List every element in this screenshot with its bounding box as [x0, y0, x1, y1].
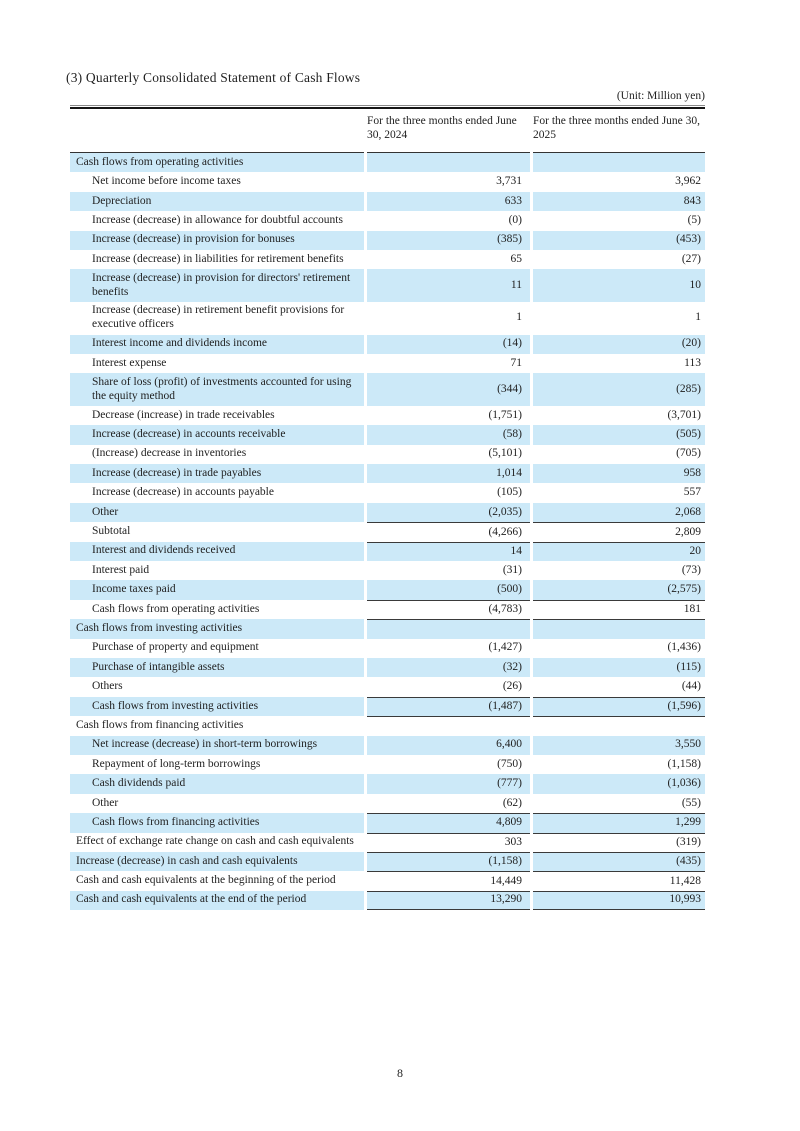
value-2025: 10,993 [533, 891, 705, 910]
value-2024: 11 [367, 269, 530, 302]
row-label: Effect of exchange rate change on cash and cash equivalents [76, 835, 354, 848]
value-2025 [533, 153, 705, 172]
value-2024: (58) [367, 425, 530, 444]
value-2025: 3,962 [675, 175, 701, 188]
value-2025: 1,299 [533, 813, 705, 832]
value-2025: 181 [533, 600, 705, 619]
value-2024: (31) [502, 563, 522, 576]
table-row [70, 619, 705, 638]
value-2025: 11,428 [533, 871, 705, 890]
page-title: (3) Quarterly Consolidated Statement of Cash Flows [66, 70, 361, 85]
column-header-2025: For the three months ended June 30, 2025 [533, 109, 705, 153]
value-2024: (2,035) [367, 503, 530, 522]
header-label-cell [70, 109, 364, 153]
value-2025: (505) [533, 425, 705, 444]
row-label: Other [92, 796, 119, 809]
row-label: Purchase of intangible assets [70, 658, 364, 677]
row-label: Interest income and dividends income [70, 335, 364, 354]
table-row [70, 794, 705, 813]
table-row [70, 542, 705, 561]
value-2024: (14) [367, 335, 530, 354]
table-row [70, 464, 705, 483]
value-2024: 65 [510, 252, 522, 265]
row-label: Interest expense [92, 356, 167, 369]
value-2025: (2,575) [533, 580, 705, 599]
column-header-2024: For the three months ended June 30, 2024 [367, 109, 530, 153]
value-2025: (1,158) [667, 757, 701, 770]
row-label: Increase (decrease) in retirement benefit provisions for executive officers [92, 304, 345, 331]
row-label: Cash dividends paid [70, 774, 364, 793]
row-label: Decrease (increase) in trade receivables [92, 408, 275, 421]
table-row [70, 172, 705, 191]
row-label: Subtotal [92, 525, 131, 538]
value-2024: (777) [367, 774, 530, 793]
row-label: (Increase) decrease in inventories [92, 447, 247, 460]
table-row [70, 639, 705, 658]
value-2024: (4,266) [367, 522, 530, 541]
value-2025: 2,809 [533, 522, 705, 541]
table-row [70, 522, 705, 541]
value-2024: (0) [508, 213, 522, 226]
value-2024: 71 [510, 356, 522, 369]
row-label: Cash flows from financing activities [70, 813, 364, 832]
row-label: Increase (decrease) in provision for directors' retirement benefits [70, 269, 364, 302]
table-row [70, 269, 705, 302]
row-label: Cash flows from operating activities [70, 153, 364, 172]
row-label: Cash flows from investing activities [70, 619, 364, 638]
value-2024: (500) [367, 580, 530, 599]
table-row [70, 561, 705, 580]
row-label: Cash flows from operating activities [92, 602, 260, 615]
row-label: Increase (decrease) in liabilities for retirement benefits [92, 252, 344, 265]
value-2024: 1 [516, 311, 522, 324]
row-label: Increase (decrease) in allowance for doubtful accounts [92, 213, 343, 226]
value-2024: 14 [367, 542, 530, 561]
cash-flow-table [70, 105, 705, 910]
value-2025: 20 [533, 542, 705, 561]
table-row [70, 503, 705, 522]
table-row [70, 736, 705, 755]
value-2024: 13,290 [367, 891, 530, 910]
page-number: 8 [397, 1066, 403, 1080]
row-label: Net increase (decrease) in short-term borrowings [70, 736, 364, 755]
table-row [70, 373, 705, 406]
value-2025: 3,550 [533, 736, 705, 755]
value-2025 [533, 619, 705, 638]
table-row [70, 677, 705, 696]
value-2024: (1,487) [367, 697, 530, 716]
value-2025: (319) [533, 833, 705, 852]
table-row [70, 211, 705, 230]
table-row [70, 354, 705, 373]
value-2025: (115) [533, 658, 705, 677]
cashflow-table-rows [70, 153, 705, 910]
value-2025: (1,596) [533, 697, 705, 716]
value-2025: (20) [533, 335, 705, 354]
row-label: Interest and dividends received [70, 542, 364, 561]
row-label: Net income before income taxes [92, 175, 241, 188]
table-row [70, 697, 705, 716]
table-header-row [70, 109, 705, 153]
table-row [70, 833, 705, 852]
row-label: Cash and cash equivalents at the end of the period [70, 891, 364, 910]
value-2024: (1,158) [367, 852, 530, 871]
value-2025: 2,068 [533, 503, 705, 522]
row-label: Interest paid [92, 563, 150, 576]
value-2024: (385) [367, 231, 530, 250]
value-2024: (105) [497, 486, 522, 499]
row-label: Increase (decrease) in provision for bonuses [70, 231, 364, 250]
value-2025: (1,036) [533, 774, 705, 793]
table-row [70, 774, 705, 793]
value-2025 [533, 716, 705, 735]
value-2024: 1,014 [367, 464, 530, 483]
value-2024 [367, 153, 530, 172]
row-label: Other [70, 503, 364, 522]
row-label: Cash flows from financing activities [76, 718, 244, 731]
value-2024: (344) [367, 373, 530, 406]
value-2024: (5,101) [488, 447, 522, 460]
table-row [70, 891, 705, 910]
table-row [70, 335, 705, 354]
table-row [70, 483, 705, 502]
value-2024: 3,731 [496, 175, 522, 188]
table-row [70, 302, 705, 335]
value-2024: 633 [367, 192, 530, 211]
value-2025: 113 [684, 356, 701, 369]
value-2024 [367, 716, 530, 735]
row-label: Increase (decrease) in accounts receivable [70, 425, 364, 444]
value-2025: 843 [533, 192, 705, 211]
value-2024: 303 [367, 833, 530, 852]
value-2024: (4,783) [367, 600, 530, 619]
value-2024: 4,809 [367, 813, 530, 832]
value-2024: (1,427) [488, 641, 522, 654]
table-row [70, 445, 705, 464]
value-2025: (27) [681, 252, 701, 265]
table-row [70, 658, 705, 677]
table-row [70, 192, 705, 211]
value-2025: 10 [533, 269, 705, 302]
row-label: Others [92, 680, 123, 693]
value-2024: (26) [502, 680, 522, 693]
value-2025: 1 [695, 311, 701, 324]
row-label: Share of loss (profit) of investments accounted for using the equity method [70, 373, 364, 406]
table-row [70, 600, 705, 619]
value-2024: (32) [367, 658, 530, 677]
value-2025: (453) [533, 231, 705, 250]
row-label: Increase (decrease) in trade payables [70, 464, 364, 483]
row-label: Depreciation [70, 192, 364, 211]
value-2025: 557 [683, 486, 701, 499]
value-2024: (1,751) [488, 408, 522, 421]
value-2024: (62) [502, 796, 522, 809]
value-2024: (750) [497, 757, 522, 770]
table-row [70, 406, 705, 425]
value-2024: 6,400 [367, 736, 530, 755]
table-row [70, 153, 705, 172]
value-2025: (1,436) [667, 641, 701, 654]
value-2025: (5) [687, 213, 701, 226]
table-row [70, 852, 705, 871]
row-label: Cash and cash equivalents at the beginning of the period [76, 874, 336, 887]
table-row [70, 813, 705, 832]
value-2024: 14,449 [367, 871, 530, 890]
table-row [70, 716, 705, 735]
table-row [70, 231, 705, 250]
table-row [70, 871, 705, 890]
row-label: Income taxes paid [70, 580, 364, 599]
value-2025: (44) [681, 680, 701, 693]
row-label: Increase (decrease) in cash and cash equivalents [70, 852, 364, 871]
table-row [70, 425, 705, 444]
table-row [70, 250, 705, 269]
value-2025: (705) [676, 447, 701, 460]
value-2024 [367, 619, 530, 638]
value-2025: 958 [533, 464, 705, 483]
value-2025: (285) [533, 373, 705, 406]
value-2025: (55) [681, 796, 701, 809]
table-row [70, 580, 705, 599]
row-label: Increase (decrease) in accounts payable [92, 486, 274, 499]
value-2025: (435) [533, 852, 705, 871]
row-label: Repayment of long-term borrowings [92, 757, 261, 770]
value-2025: (73) [681, 563, 701, 576]
row-label: Purchase of property and equipment [92, 641, 259, 654]
unit-note: (Unit: Million yen) [616, 90, 705, 102]
value-2025: (3,701) [667, 408, 701, 421]
row-label: Cash flows from investing activities [70, 697, 364, 716]
table-row [70, 755, 705, 774]
